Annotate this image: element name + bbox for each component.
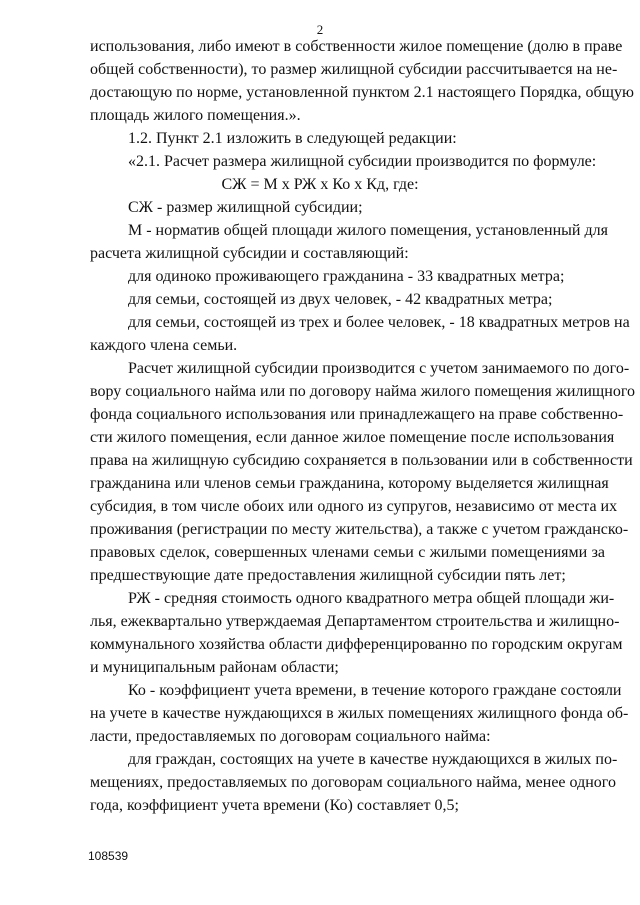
text-line: субсидия, в том числе обоих или одного из супругов, независимо от места их	[90, 498, 618, 515]
text-line: Расчет жилищной субсидии производится с учетом занимаемого по дого-	[128, 360, 630, 377]
text-line: площадь жилого помещения.».	[90, 107, 301, 124]
text-line: гражданина или членов семьи гражданина, которому выделяется жилищная	[90, 475, 609, 492]
text-line: сти жилого помещения, если данное жилое помещение после использования	[90, 429, 615, 446]
text-line: РЖ - средняя стоимость одного квадратного метра общей площади жи-	[128, 590, 615, 607]
text-line: расчета жилищной субсидии и составляющий:	[90, 245, 409, 262]
text-line: для граждан, состоящих на учете в качестве нуждающихся в жилых по-	[128, 751, 618, 768]
formula: СЖ = М х РЖ х Ко х Кд, где:	[221, 176, 419, 193]
text-line: и муниципальным районам области;	[90, 659, 339, 676]
text-line: для одиноко проживающего гражданина - 33 квадратных метра;	[128, 268, 565, 285]
text-line: М - норматив общей площади жилого помещения, установленный для	[128, 222, 608, 239]
text-line: ласти, предоставляемых по договорам социального найма:	[90, 728, 491, 745]
text-line: года, коэффициент учета времени (Ко) составляет 0,5;	[90, 797, 459, 814]
text-line: СЖ - размер жилищной субсидии;	[128, 199, 363, 216]
text-line: для семьи, состоящей из двух человек, - 42 квадратных метра;	[128, 291, 553, 308]
text-line: использования, либо имеют в собственности жилое помещение (долю в праве	[90, 38, 623, 55]
text-line: на учете в качестве нуждающихся в жилых помещениях жилищного фонда об-	[90, 705, 629, 722]
text-line: фонда социального использования или принадлежащего на праве собственно-	[90, 406, 624, 423]
text-line: права на жилищную субсидию сохраняется в пользовании или в собственности	[90, 452, 633, 469]
text-line: предшествующие дате предоставления жилищной субсидии пять лет;	[90, 567, 566, 584]
text-line: вору социального найма или по договору найма жилого помещения жилищного	[90, 383, 635, 400]
text-line: общей собственности), то размер жилищной субсидии рассчитывается на не-	[90, 61, 618, 78]
text-line: проживания (регистрации по месту жительства), а также с учетом гражданско-	[90, 521, 629, 538]
text-line: «2.1. Расчет размера жилищной субсидии производится по формуле:	[128, 153, 597, 170]
text-line: правовых сделок, совершенных членами семьи с жилыми помещениями за	[90, 544, 605, 561]
text-line: каждого члена семьи.	[90, 337, 238, 354]
text-line: 1.2. Пункт 2.1 изложить в следующей редакции:	[128, 130, 457, 147]
text-line: Ко - коэффициент учета времени, в течение которого граждане состояли	[128, 682, 622, 699]
text-line: лья, ежеквартально утверждаемая Департаментом строительства и жилищно-	[90, 613, 620, 630]
text-line: мещениях, предоставляемых по договорам социального найма, менее одного	[90, 774, 616, 791]
text-line: коммунального хозяйства области дифференцированно по городским округам	[90, 636, 623, 653]
text-line: достающую по норме, установленной пунктом 2.1 настоящего Порядка, общую	[90, 84, 634, 101]
document-code: 108539	[88, 849, 129, 863]
page-number: 2	[316, 22, 324, 37]
text-line: для семьи, состоящей из трех и более человек, - 18 квадратных метров на	[128, 314, 630, 331]
